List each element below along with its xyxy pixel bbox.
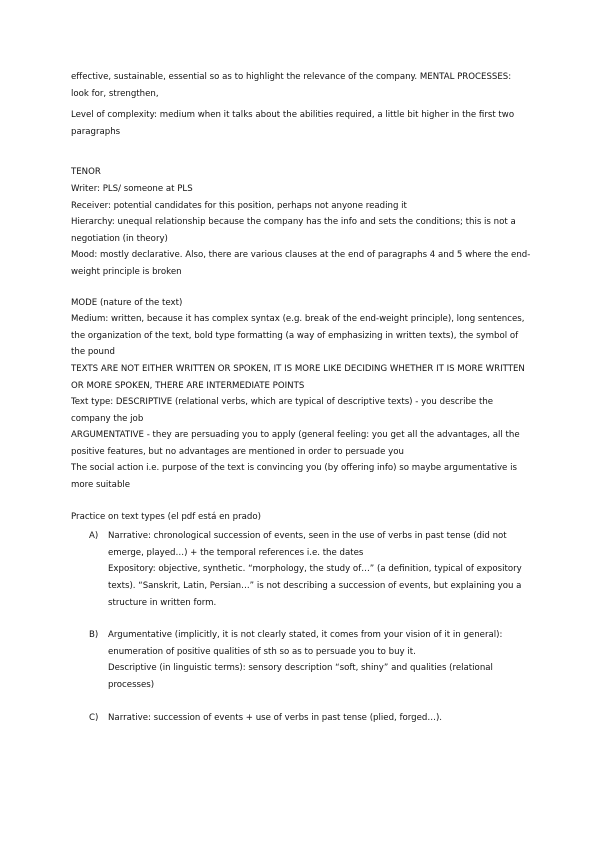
intro-paragraph-complexity: Level of complexity: medium when it talks about the abilities required, a little bit higher in the first two paragraphs [71, 110, 515, 137]
practice-b-descriptive: Descriptive (in linguistic terms): sensory description “soft, shiny” and qualities (relational processes) [108, 663, 493, 690]
practice-heading: Practice on text types (el pdf está en prado) [71, 511, 261, 522]
mode-heading: MODE (nature of the text) [71, 297, 183, 308]
document-body [71, 69, 531, 726]
tenor-mood: Mood: mostly declarative. Also, there are various clauses at the end of paragraphs 4 and 5 where the end-weight principle is broken [71, 250, 531, 277]
practice-list [71, 528, 531, 726]
practice-a-expository: Expository: objective, synthetic. “morphology, the study of…” (a definition, typical of expository texts). “Sanskrit, Latin, Persian…” is not describing a succession of events, but explaining you a structure in written form. [108, 564, 522, 608]
list-marker: B) [89, 630, 99, 641]
tenor-heading: TENOR [71, 167, 101, 178]
practice-item-c [71, 710, 531, 727]
list-marker: A) [89, 531, 99, 542]
practice-c-narrative: Narrative: succession of events + use of verbs in past tense (plied, forged…). [108, 712, 443, 723]
tenor-hierarchy: Hierarchy: unequal relationship because the company has the info and sets the conditions; this is not a negotiation (in theory) [71, 217, 516, 244]
mode-social-action: The social action i.e. purpose of the text is convincing you (by offering info) so maybe argumentative is more suitable [71, 463, 517, 491]
practice-item-a [71, 528, 531, 611]
practice-a-narrative: Narrative: chronological succession of events, seen in the use of verbs in past tense (did not emerge, played…) + the temporal references i.e. the dates [108, 531, 507, 558]
list-marker: C) [89, 712, 99, 723]
intro-paragraph-1: effective, sustainable, essential so as to highlight the relevance of the company. MENTAL PROCESSES: look for, strengthen, [71, 72, 512, 99]
tenor-receiver: Receiver: potential candidates for this position, perhaps not anyone reading it [71, 200, 407, 211]
mode-argumentative: ARGUMENTATIVE - they are persuading you to apply (general feeling: you get all the advantages, all the positive features, but no advantages are mentioned in order to persuade you [71, 430, 520, 457]
practice-b-argumentative: Argumentative (implicitly, it is not clearly stated, it comes from your vision of it in general): enumeration of positive qualities of sth so as to persuade you to buy it. [108, 630, 503, 657]
mode-medium: Medium: written, because it has complex syntax (e.g. break of the end-weight principle), long sentences, the organization of the text, bold type formatting (a way of emphasizing in written texts), the symbol of the pound [71, 314, 525, 358]
mode-text-type: Text type: DESCRIPTIVE (relational verbs, which are typical of descriptive texts) - you describe the company the job [71, 397, 494, 424]
mode-note: TEXTS ARE NOT EITHER WRITTEN OR SPOKEN, IT IS MORE LIKE DECIDING WHETHER IT IS MORE WRITTEN OR MORE SPOKEN, THERE ARE INTERMEDIATE POINTS [71, 363, 525, 391]
tenor-writer: Writer: PLS/ someone at PLS [71, 183, 193, 194]
practice-item-b [71, 627, 531, 693]
